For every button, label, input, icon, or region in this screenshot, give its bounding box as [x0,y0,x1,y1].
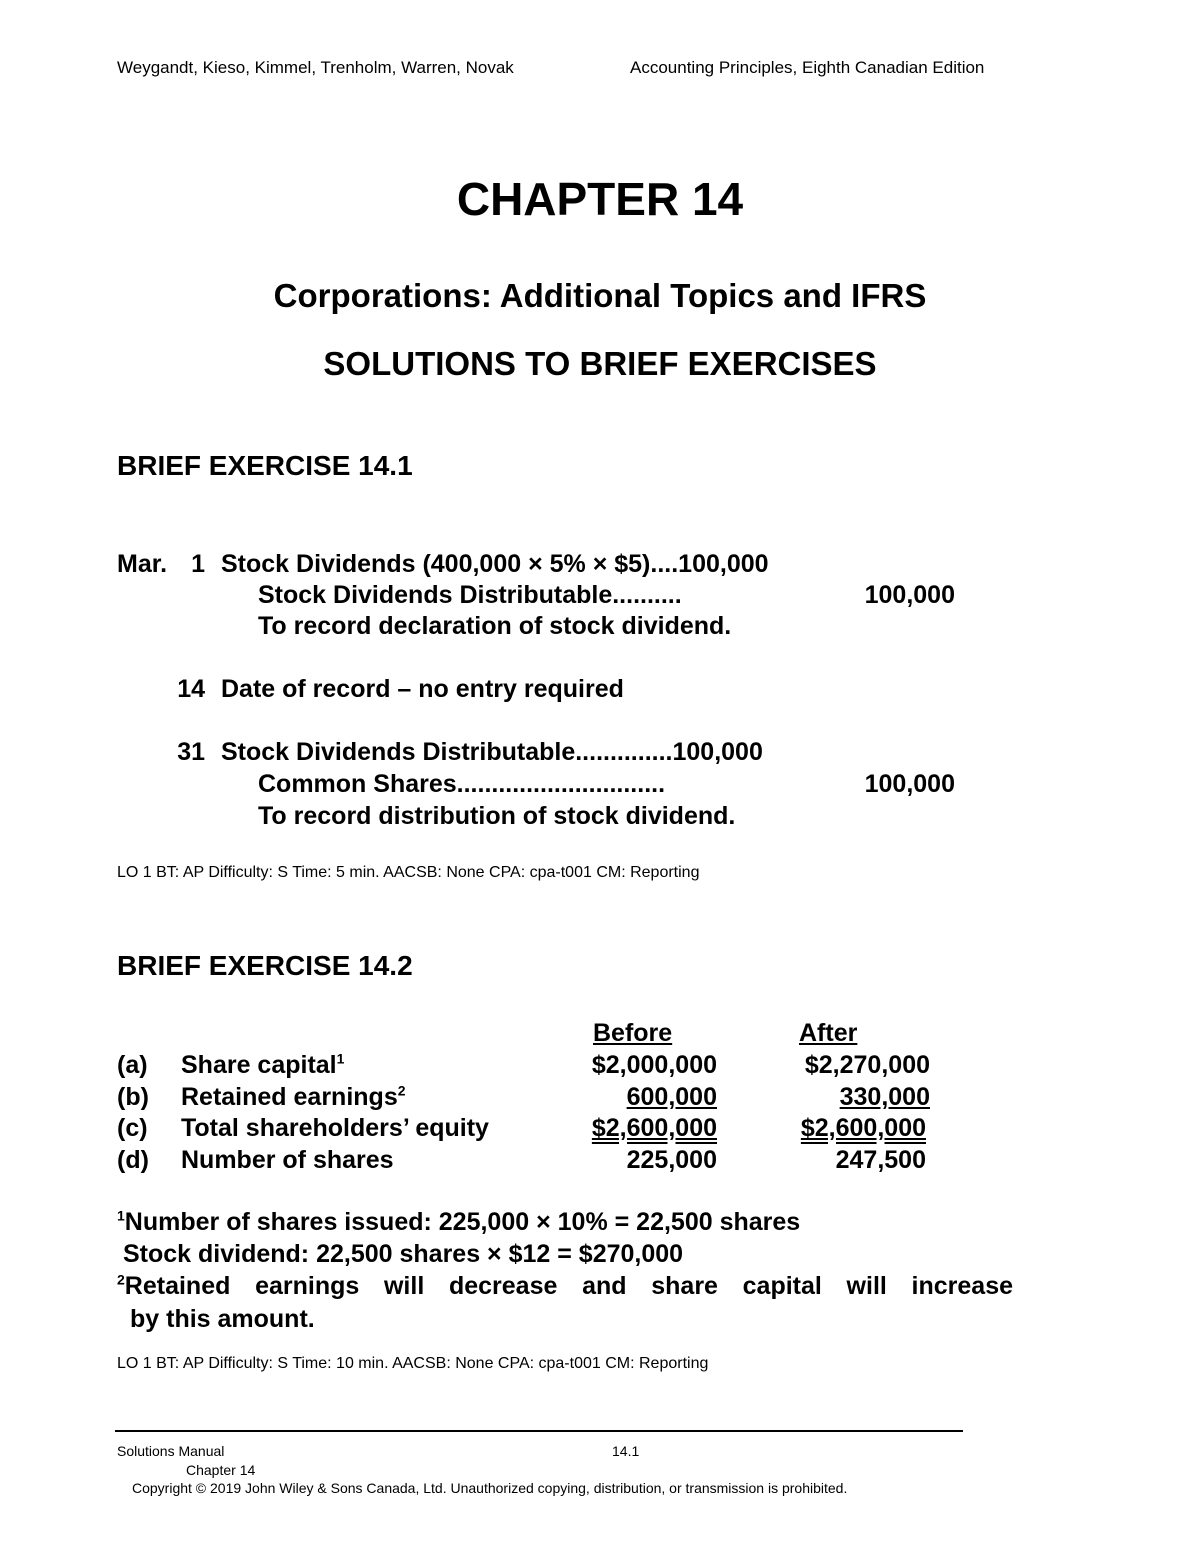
value-after: $2,270,000 [804,1051,930,1079]
journal-credit-account: Common Shares.............................. [258,770,666,798]
footer-divider [115,1430,963,1432]
value-after: 247,500 [835,1146,926,1174]
journal-credit-amount: 100,000 [864,581,955,609]
be2-title: BRIEF EXERCISE 14.2 [117,950,413,981]
journal-memo: To record distribution of stock dividend. [258,802,736,830]
journal-debit-line: Stock Dividends Distributable..............100,000 [221,738,763,766]
row-letter: (b) [117,1083,149,1111]
row-label: Number of shares [181,1146,394,1174]
footnote-1-continued: Stock dividend: 22,500 shares × $12 = $270,000 [123,1240,684,1268]
value-before: $2,000,000 [591,1051,717,1079]
footer-page-number: 14.1 [612,1443,640,1459]
footer-copyright: Copyright © 2019 John Wiley & Sons Canada, Ltd. Unauthorized copying, distribution, or transmission is prohibited. [132,1480,848,1496]
journal-month: Mar. [117,550,168,578]
footer-manual: Solutions Manual [117,1443,225,1459]
value-before: 225,000 [626,1146,717,1174]
footnote-ref: 1 [336,1050,345,1067]
footnote-2-continued: by this amount. [130,1305,315,1333]
value-after: $2,600,000 [800,1114,926,1142]
value-before: $2,600,000 [591,1114,717,1142]
footnote-ref: 2 [397,1082,406,1099]
journal-day: 14 [177,675,205,703]
journal-credit-account: Stock Dividends Distributable.......... [258,581,682,609]
row-letter: (d) [117,1146,149,1174]
journal-memo: To record declaration of stock dividend. [258,612,732,640]
footnote-mark: 1 [117,1207,125,1224]
chapter-title: CHAPTER 14 [456,173,744,225]
column-header-before: Before [593,1019,673,1047]
footnote-1: $^1$Number of shares issued: 225,000 × 10% = 22,500 shares [117,1207,801,1236]
footnote-mark: 2 [117,1271,125,1288]
be1-title: BRIEF EXERCISE 14.1 [117,450,413,481]
chapter-subtitle: Corporations: Additional Topics and IFRS [273,277,927,314]
header-book-title: Accounting Principles, Eighth Canadian Edition [630,58,985,77]
journal-credit-amount: 100,000 [864,770,955,798]
be2-meta: LO 1 BT: AP Difficulty: S Time: 10 min. AACSB: None CPA: cpa-t001 CM: Reporting [117,1355,709,1372]
footnote-2: $^2$Retained earnings will decrease and share capital will increase [117,1271,1013,1300]
journal-note: Date of record – no entry required [221,675,624,703]
journal-day: 1 [191,550,205,578]
journal-debit-line: Stock Dividends (400,000 × 5% × $5)....100,000 [221,550,769,578]
footer-chapter: Chapter 14 [186,1462,256,1478]
row-letter: (a) [117,1051,148,1079]
row-label: Retained earnings$^2$ [181,1082,406,1111]
value-before: 600,000 [626,1083,717,1111]
column-header-after: After [799,1019,858,1047]
journal-day: 31 [177,738,205,766]
row-label: Total shareholders’ equity [181,1114,489,1142]
header-authors: Weygandt, Kieso, Kimmel, Trenholm, Warren, Novak [117,58,514,77]
be1-meta: LO 1 BT: AP Difficulty: S Time: 5 min. AACSB: None CPA: cpa-t001 CM: Reporting [117,864,700,881]
row-letter: (c) [117,1114,148,1142]
row-label: Share capital$^1$ [181,1050,345,1079]
section-title: SOLUTIONS TO BRIEF EXERCISES [323,345,877,382]
value-after: 330,000 [839,1083,930,1111]
